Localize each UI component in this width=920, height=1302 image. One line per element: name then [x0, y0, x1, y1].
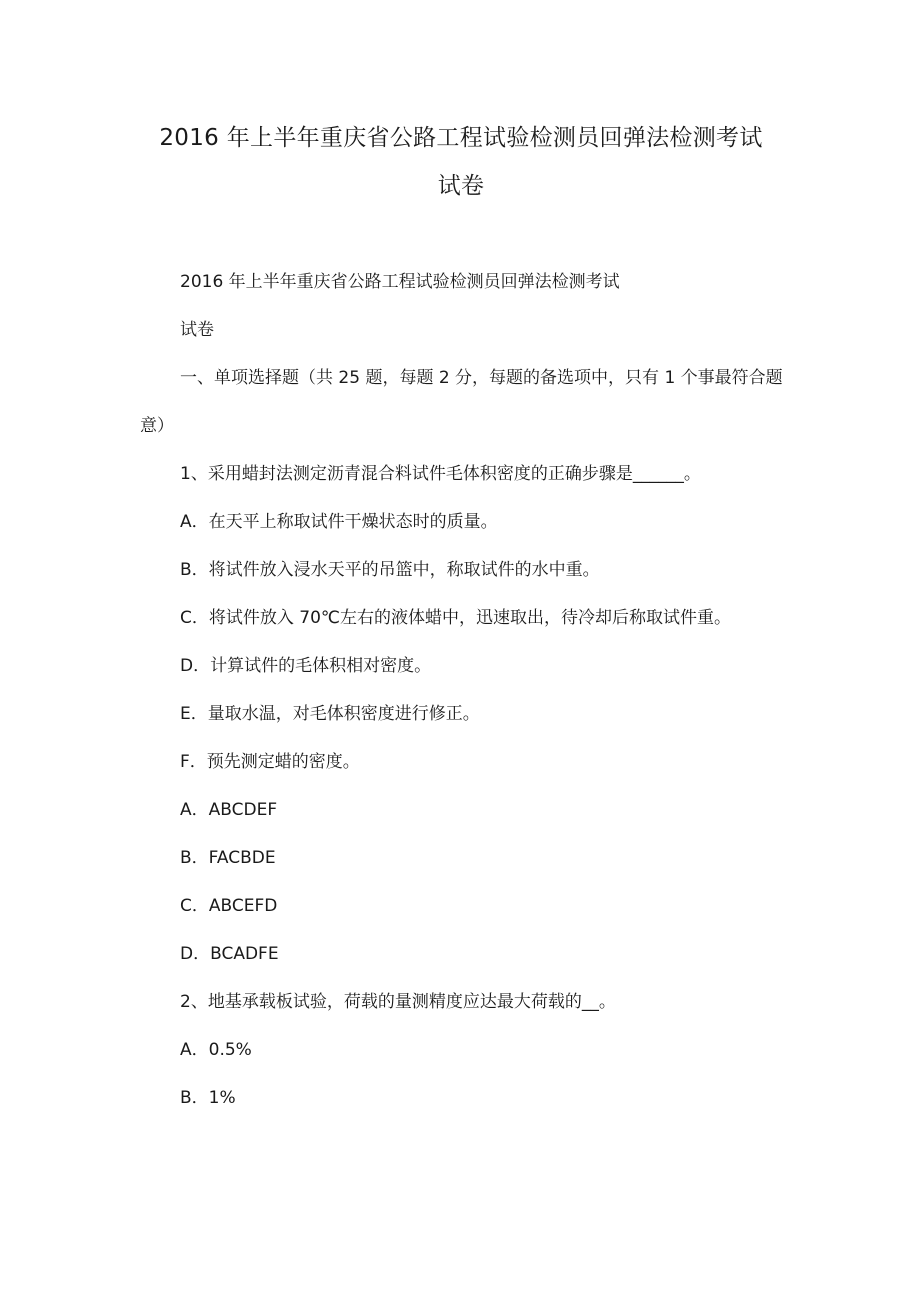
question-1-step-c: C．将试件放入 70℃左右的液体蜡中，迅速取出，待冷却后称取试件重。	[180, 608, 731, 628]
question-2-option-b: B．1%	[180, 1088, 236, 1108]
document-title	[140, 114, 782, 210]
question-1-option-c: C．ABCEFD	[180, 896, 278, 916]
section-heading: 一、单项选择题（共 25 题，每题 2 分，每题的备选项中，只有 1 个事最符合题意）	[140, 368, 783, 436]
question-1-step-a: A．在天平上称取试件干燥状态时的质量。	[180, 512, 498, 532]
question-2-option-a: A．0.5%	[180, 1040, 252, 1060]
question-1-step-b: B．将试件放入浸水天平的吊篮中，称取试件的水中重。	[180, 560, 600, 580]
question-1-option-b: B．FACBDE	[180, 848, 276, 868]
question-1: 1、采用蜡封法测定沥青混合料试件毛体积密度的正确步骤是______。	[180, 464, 701, 484]
question-1-step-d: D．计算试件的毛体积相对密度。	[180, 656, 432, 676]
document-body	[140, 258, 785, 1122]
question-1-option-d: D．BCADFE	[180, 944, 279, 964]
subtitle-line-2: 试卷	[180, 320, 214, 340]
question-1-step-e: E．量取水温，对毛体积密度进行修正。	[180, 704, 480, 724]
subtitle-line-1: 2016 年上半年重庆省公路工程试验检测员回弹法检测考试	[180, 272, 620, 292]
question-1-step-f: F．预先测定蜡的密度。	[180, 752, 360, 772]
question-2: 2、地基承载板试验，荷载的量测精度应达最大荷载的__。	[180, 992, 616, 1012]
question-1-option-a: A．ABCDEF	[180, 800, 278, 820]
title-line-2: 试卷	[437, 173, 485, 199]
title-line-1: 2016 年上半年重庆省公路工程试验检测员回弹法检测考试	[159, 125, 763, 151]
